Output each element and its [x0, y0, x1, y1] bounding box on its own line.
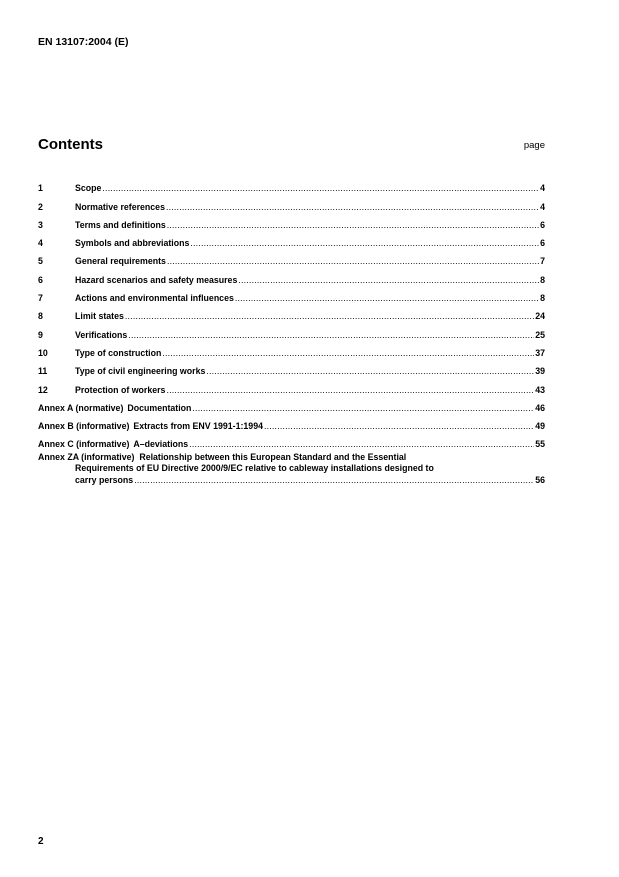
- toc-page: 8: [540, 293, 545, 304]
- toc-entry-actions-and-influences[interactable]: [38, 285, 545, 303]
- annex-label: Annex C (informative): [38, 439, 130, 450]
- dot-leader: [190, 238, 539, 248]
- toc-title: Actions and environmental influences: [75, 293, 234, 304]
- toc-page: 25: [535, 329, 545, 340]
- toc-page: 49: [535, 421, 545, 432]
- toc-title: Limit states: [75, 311, 124, 322]
- toc-title: Symbols and abbreviations: [75, 238, 190, 249]
- toc-title-line-3: carry persons: [75, 475, 134, 486]
- toc-title-line-1: Relationship between this European Standard and the Essential: [139, 452, 407, 463]
- toc-page: 55: [535, 439, 545, 450]
- toc-title: Verifications: [75, 329, 128, 340]
- toc-page: 37: [535, 347, 545, 358]
- toc-number: 7: [38, 293, 43, 304]
- dot-leader: [166, 202, 539, 212]
- annex-label: Annex A (normative): [38, 402, 124, 413]
- toc-number: 9: [38, 329, 43, 340]
- toc-page: 6: [540, 238, 545, 249]
- toc-page: 8: [540, 274, 545, 285]
- toc-number: 3: [38, 219, 43, 230]
- toc-page: 39: [535, 366, 545, 377]
- toc-number: 12: [38, 384, 48, 395]
- toc-page: 7: [540, 256, 545, 267]
- toc-page: 4: [540, 183, 545, 194]
- toc-entry-annex-c[interactable]: [38, 431, 545, 449]
- toc-number: 4: [38, 238, 43, 249]
- toc-entry-annex-za[interactable]: [38, 452, 545, 485]
- toc-title-line-2: Requirements of EU Directive 2000/9/EC relative to cableway installations designed to: [75, 463, 434, 474]
- toc-entry-civil-engineering-works[interactable]: [38, 358, 545, 376]
- table-of-contents: [38, 175, 545, 485]
- dot-leader: [162, 348, 534, 358]
- toc-entry-protection-of-workers[interactable]: [38, 376, 545, 394]
- toc-title: Extracts from ENV 1991-1:1994: [133, 421, 263, 432]
- dot-leader: [192, 403, 534, 413]
- toc-page: 6: [540, 219, 545, 230]
- contents-title: Contents: [38, 136, 103, 153]
- toc-entry-general-requirements[interactable]: [38, 248, 545, 266]
- toc-page: 56: [535, 475, 545, 486]
- toc-title: Terms and definitions: [75, 219, 166, 230]
- toc-entry-verifications[interactable]: [38, 321, 545, 339]
- toc-entry-symbols-and-abbreviations[interactable]: [38, 230, 545, 248]
- toc-number: 8: [38, 311, 43, 322]
- toc-page: 4: [540, 201, 545, 212]
- toc-title: Normative references: [75, 201, 165, 212]
- toc-number: 2: [38, 201, 43, 212]
- dot-leader: [189, 439, 534, 449]
- dot-leader: [206, 366, 534, 376]
- toc-title: Hazard scenarios and safety measures: [75, 274, 238, 285]
- toc-number: 11: [38, 366, 48, 377]
- toc-title: Documentation: [127, 402, 192, 413]
- toc-number: 6: [38, 274, 43, 285]
- toc-entry-annex-b[interactable]: [38, 413, 545, 431]
- dot-leader: [264, 421, 534, 431]
- toc-page: 46: [535, 402, 545, 413]
- dot-leader: [166, 385, 534, 395]
- toc-title: Scope: [75, 183, 102, 194]
- dot-leader: [167, 220, 539, 230]
- toc-number: 5: [38, 256, 43, 267]
- dot-leader: [125, 311, 534, 321]
- toc-title: Type of civil engineering works: [75, 366, 206, 377]
- dot-leader: [134, 475, 534, 485]
- page-column-label: page: [523, 140, 545, 151]
- toc-page: 43: [535, 384, 545, 395]
- dot-leader: [235, 293, 539, 303]
- toc-title: A–deviations: [133, 439, 189, 450]
- dot-leader: [238, 275, 539, 285]
- toc-entry-type-of-construction[interactable]: [38, 340, 545, 358]
- toc-entry-scope[interactable]: [38, 175, 545, 193]
- toc-entry-normative-references[interactable]: [38, 193, 545, 211]
- toc-entry-hazard-scenarios[interactable]: [38, 266, 545, 284]
- toc-number: 1: [38, 183, 43, 194]
- toc-title: Protection of workers: [75, 384, 166, 395]
- toc-entry-annex-a[interactable]: [38, 395, 545, 413]
- toc-page: 24: [535, 311, 545, 322]
- dot-leader: [167, 256, 539, 266]
- dot-leader: [128, 330, 534, 340]
- toc-entry-terms-and-definitions[interactable]: [38, 212, 545, 230]
- page-number: 2: [38, 836, 44, 847]
- annex-label: Annex B (informative): [38, 421, 130, 432]
- toc-number: 10: [38, 347, 48, 358]
- annex-label: Annex ZA (informative): [38, 452, 135, 463]
- toc-title: Type of construction: [75, 347, 162, 358]
- toc-entry-limit-states[interactable]: [38, 303, 545, 321]
- dot-leader: [102, 183, 539, 193]
- toc-title: General requirements: [75, 256, 166, 267]
- document-header: EN 13107:2004 (E): [38, 36, 129, 48]
